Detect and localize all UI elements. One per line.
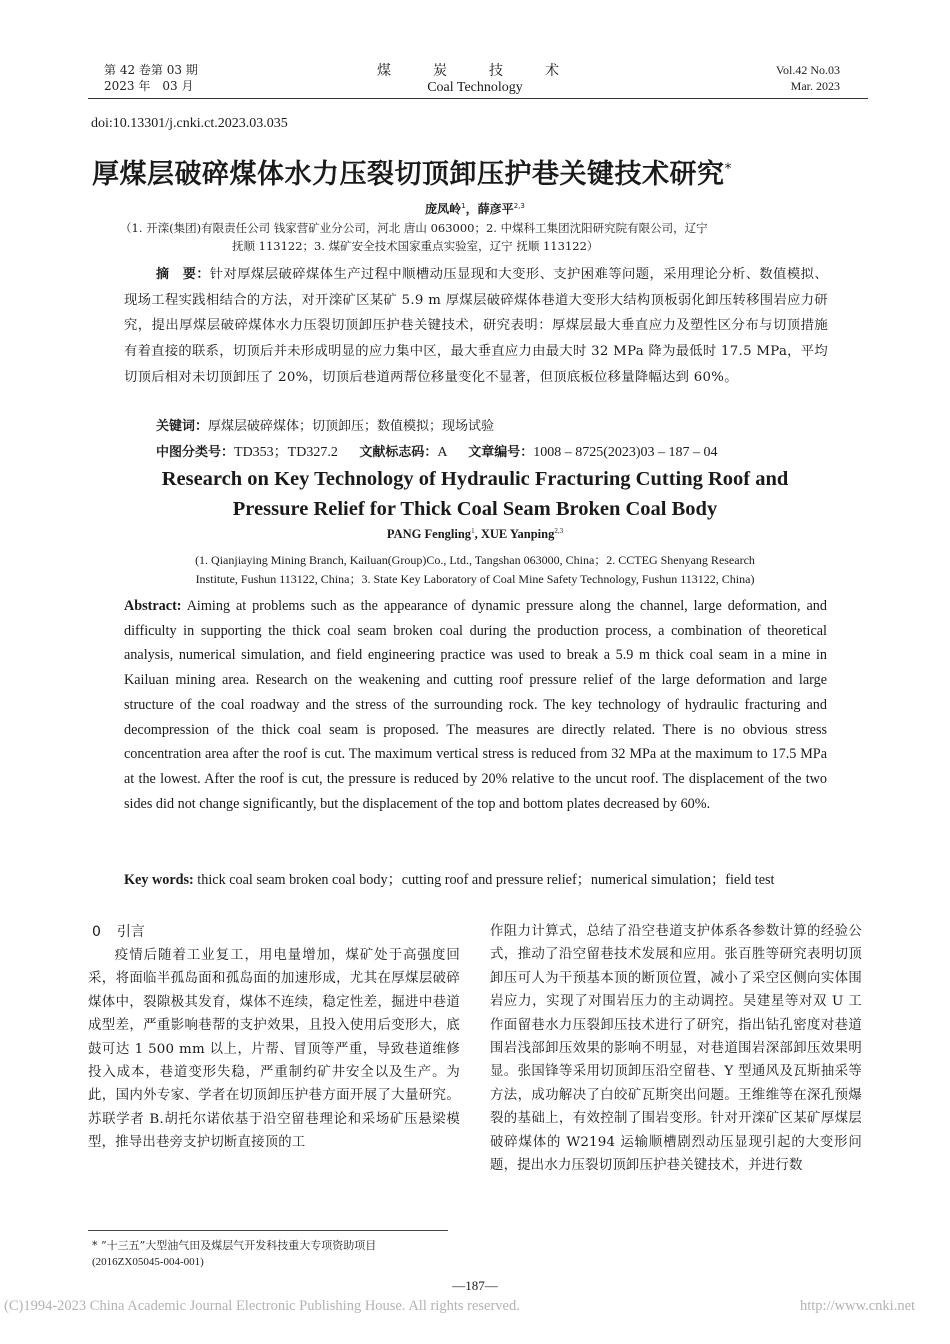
keywords-cn-label: 关键词：	[156, 419, 209, 434]
title-cn-text: 厚煤层破碎煤体水力压裂切顶卸压护巷关键技术研究	[92, 159, 725, 190]
article-number-label: 文章编号：	[468, 445, 534, 460]
affiliation-en-line2: Institute, Fushun 113122, China；3. State Key Laboratory of Coal Mine Safety Technology, Fushun 113122, China)	[195, 572, 755, 586]
keywords-cn-text: 厚煤层破碎煤体；切顶卸压；数值模拟；现场试验	[208, 419, 495, 434]
header-right-line1: Vol.42 No.03	[775, 63, 840, 77]
body-right-paragraph: 作阻力计算式，总结了沿空巷道支护体系各参数计算的经验公式，推动了沿空留巷技术发展和应用。张百胜等研究表明切顶卸压可人为干预基本顶的断顶位置，减小了采空区侧向实体围岩应力，实现了对围岩压力的主动调控。吴建星等对双 U 工作面留巷水力压裂卸压技术进行了研究，指出钻孔密度对巷道围岩浅部卸压效果的影响不明显，对巷道围岩深部卸压效果明显。张国锋等采用切顶卸压沿空留巷、Y 型通风及瓦斯抽采等方法，成功解决了白皎矿瓦斯突出问题。王维维等在深孔预爆裂的基础上，有效控制了围岩变形。针对开滦矿区某矿厚煤层破碎煤体的 W2194 运输顺槽剧烈动压显现引起的大变形问题，提出水力压裂切顶卸压护巷关键技术，并进行数	[490, 924, 862, 1174]
abstract-en-label: Abstract:	[124, 598, 182, 614]
title-en-line1: Research on Key Technology of Hydraulic Fracturing Cutting Roof and	[161, 468, 789, 490]
title-cn	[92, 152, 872, 191]
journal-name-en: Coal Technology	[427, 80, 523, 95]
keywords-cn	[156, 415, 836, 434]
authors-en	[0, 527, 950, 542]
abstract-en-text: Aiming at problems such as the appearance of dynamic pressure along the channel, large deformation, and difficulty in supporting the thick coal seam broken coal during the production process, a combination of theoretical analysis, numerical simulation, and field engineering practice was used to break a 5.9 m thick coal seam in a mine in Kailuan mining area. Research on the weakening and cutting roof pressure relief of the large deformation and large structure of the coal roadway and the stress of the surrounding rock. The key technology of hydraulic fracturing and decompression of the thick coal seam is proposed. The measures are directly related. There is no obvious stress concentration area after the roof is cut. The maximum vertical stress is reduced from 32 MPa at the maximum to 17.5 MPa at the lowest. After the roof is cut, the pressure is reduced by 20% relative to the uncut roof. The displacement of the two sides did not change significantly, but the displacement of the top and bottom plates decreased by 60%.	[124, 598, 827, 812]
affiliation-en	[100, 551, 850, 589]
article-number-value: 1008 – 8725(2023)03 – 187 – 04	[533, 445, 718, 460]
abstract-cn-label: 摘 要：	[156, 267, 210, 282]
clc-label: 中图分类号：	[156, 445, 235, 460]
title-cn-mark: *	[724, 161, 732, 177]
header-left-line2: 2023 年 03 月	[104, 79, 194, 93]
doc-code-value: A	[437, 445, 447, 460]
abstract-en	[124, 594, 827, 816]
footnote	[92, 1238, 464, 1270]
journal-volume-en	[760, 62, 840, 94]
author-cn-sep: ，	[465, 202, 478, 216]
footnote-line2: (2016ZX05045-004-001)	[92, 1256, 204, 1268]
section-heading-intro	[92, 921, 145, 941]
header-left-line1: 第 42 卷第 03 期	[104, 63, 198, 77]
doc-code-label: 文献标志码：	[359, 445, 438, 460]
classification-line	[156, 441, 846, 461]
authors-cn	[0, 200, 950, 217]
affiliation-cn-line2: 抚顺 113122；3. 煤矿安全技术国家重点实验室，辽宁 抚顺 113122）	[232, 239, 599, 253]
section-number: 0	[92, 924, 101, 940]
keywords-en-text: thick coal seam broken coal body；cutting roof and pressure relief；numerical simulation；field test	[197, 872, 775, 888]
abstract-cn	[124, 262, 828, 391]
header-right-line2: Mar. 2023	[790, 79, 840, 93]
author-cn-1: 庞凤岭	[425, 202, 462, 216]
affiliation-en-line1: (1. Qianjiaying Mining Branch, Kailuan(Group)Co., Ltd., Tangshan 063000, China；2. CCTEG Shenyang Research	[195, 553, 755, 567]
body-left-paragraph: 疫情后随着工业复工，用电量增加，煤矿处于高强度回采，将面临半孤岛面和孤岛面的加速形成，尤其在厚煤层破碎煤体中，裂隙极其发育，煤体不连续，稳定性差，掘进中巷道成型差，严重影响巷帮的支护效果，且投入使用后变形大，底鼓可达 1 500 mm 以上，片帮、冒顶等严重，导致巷道维修投入成本，巷道变形失稳，严重制约矿井安全以及生产。为此，国内外专家、学者在切顶卸压护巷方面开展了大量研究。苏联学者 B.胡托尔诺依基于沿空留巷理论和采场矿压悬梁模型，推导出巷旁支护切断直接顶的工	[88, 948, 460, 1151]
journal-volume-issue	[104, 62, 198, 94]
cnki-url-watermark[interactable]: http://www.cnki.net	[800, 1298, 916, 1314]
author-en-2: XUE Yanping	[480, 527, 555, 542]
author-cn-2-sup: 2,3	[513, 202, 525, 210]
author-en-sep: ,	[474, 527, 481, 542]
author-en-2-sup: 2,3	[554, 527, 564, 535]
footnote-line1: * “十三五”大型油气田及煤层气开发科技重大专项资助项目	[92, 1239, 377, 1252]
author-en-1-sup: 1	[471, 527, 475, 535]
journal-name-cn: 煤 炭 技 术	[377, 63, 573, 79]
affiliation-cn-line1: （1. 开滦(集团)有限责任公司 钱家营矿业分公司，河北 唐山 063000；2. 中煤科工集团沈阳研究院有限公司，辽宁	[120, 221, 708, 235]
author-en-1: PANG Fengling	[386, 527, 472, 542]
footnote-rule	[88, 1230, 448, 1231]
abstract-cn-text: 针对厚煤层破碎煤体生产过程中顺槽动压显现和大变形、支护困难等问题，采用理论分析、数值模拟、现场工程实践相结合的方法，对开滦矿区某矿 5.9 m 厚煤层破碎煤体巷道大变形大结构顶板弱化卸压转移围岩应力研究，提出厚煤层破碎煤体水力压裂切顶卸压护巷关键技术，研究表明：厚煤层最大垂直应力及塑性区分布与切顶措施有着直接的联系，切顶后并未形成明显的应力集中区，最大垂直应力由最大时 32 MPa 降为最低时 17.5 MPa，平均切顶后相对未切顶卸压了 20%，切顶后巷道两帮位移量变化不显著，但顶底板位移量降幅达到 60%。	[124, 267, 828, 385]
affiliation-cn	[120, 219, 840, 255]
keywords-en-label: Key words:	[124, 872, 194, 888]
title-en	[60, 464, 890, 524]
header-rule	[88, 98, 868, 99]
author-cn-2: 薛彦平	[477, 202, 514, 216]
keywords-en	[124, 868, 827, 893]
author-cn-1-sup: 1	[461, 202, 466, 210]
doi[interactable]: doi:10.13301/j.cnki.ct.2023.03.035	[91, 116, 288, 131]
journal-name	[375, 60, 575, 96]
copyright-watermark: (C)1994-2023 China Academic Journal Electronic Publishing House. All rights reserved.	[4, 1298, 520, 1314]
clc-value: TD353；TD327.2	[234, 445, 338, 460]
title-en-line2: Pressure Relief for Thick Coal Seam Broken Coal Body	[232, 498, 718, 520]
section-title: 引言	[116, 924, 145, 940]
page-number: —187—	[452, 1278, 498, 1293]
